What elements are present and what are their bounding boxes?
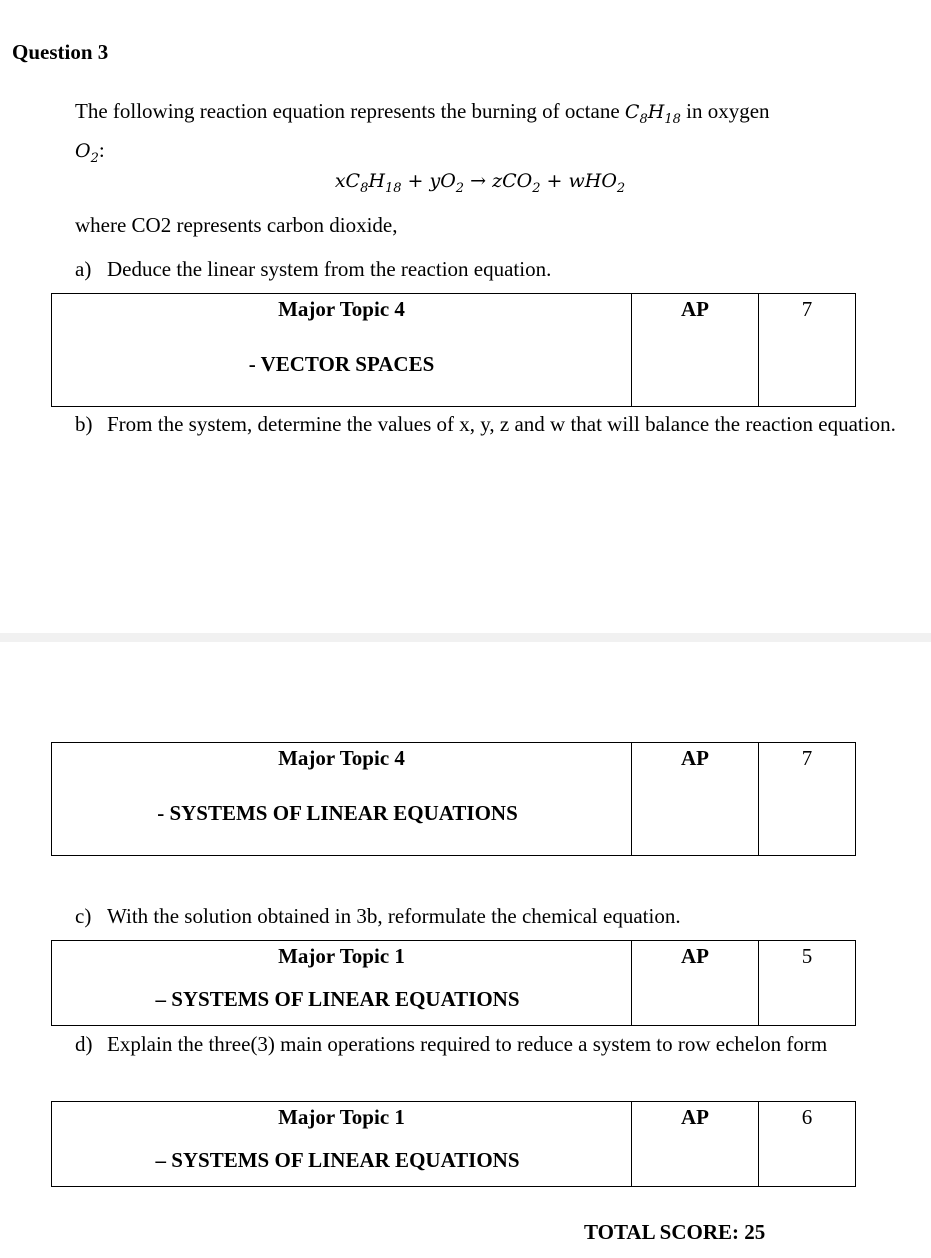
rubric-topic-cell (52, 1102, 632, 1187)
part-b (75, 410, 905, 438)
rubric-topic-cell (52, 941, 632, 1026)
part-d-text: Explain the three(3) main operations required to reduce a system to row echelon form (107, 1032, 828, 1056)
rubric-topic: Major Topic 1 (278, 944, 405, 968)
part-b-label: b) (75, 412, 93, 436)
rubric-table-2 (51, 742, 856, 856)
intro-text-before: The following reaction equation represents the burning of octane (75, 99, 620, 123)
rubric-level: AP (632, 1102, 759, 1187)
part-c-label: c) (75, 904, 92, 928)
question-title: Question 3 (12, 40, 109, 64)
rubric-topic: Major Topic 1 (278, 1105, 405, 1129)
rubric-table-4 (51, 1101, 856, 1187)
rubric-score: 7 (759, 294, 856, 407)
part-c-text: With the solution obtained in 3b, reformulate the chemical equation. (107, 904, 681, 928)
oxygen-formula: $O_2$ (75, 139, 99, 166)
rubric-score: 7 (759, 743, 856, 856)
question-intro: The following reaction equation represents the burning of octane $C_8H_{18}$ in oxygen $O_2$: (75, 99, 770, 166)
page-divider (0, 633, 931, 642)
rubric-table-3 (51, 940, 856, 1026)
rubric-topic: Major Topic 4 (278, 297, 405, 321)
reaction-equation: $xC_8H_{18} + yO_2 \to zCO_2 + wHO_2$ (334, 170, 626, 196)
rubric-subtopic: - VECTOR SPACES (248, 352, 435, 376)
rubric-topic: Major Topic 4 (278, 746, 405, 770)
rubric-score: 5 (759, 941, 856, 1026)
intro-text-middle: in oxygen (686, 99, 770, 123)
part-d (75, 1030, 925, 1058)
part-a (75, 255, 905, 283)
rubric-topic-cell (52, 743, 632, 856)
part-b-text: From the system, determine the values of x, y, z and w that will balance the reaction equation. (107, 412, 896, 436)
where-text: where CO2 represents carbon dioxide, (75, 213, 398, 237)
rubric-score: 6 (759, 1102, 856, 1187)
rubric-level: AP (632, 743, 759, 856)
rubric-subtopic: – SYSTEMS OF LINEAR EQUATIONS (155, 1148, 520, 1172)
rubric-subtopic: – SYSTEMS OF LINEAR EQUATIONS (155, 987, 520, 1011)
rubric-level: AP (632, 294, 759, 407)
total-score: TOTAL SCORE: 25 (584, 1220, 766, 1244)
part-c (75, 902, 905, 930)
rubric-topic-cell (52, 294, 632, 407)
rubric-subtopic: - SYSTEMS OF LINEAR EQUATIONS (157, 801, 518, 825)
part-a-text: Deduce the linear system from the reaction equation. (107, 257, 552, 281)
rubric-level: AP (632, 941, 759, 1026)
octane-formula: $C_8H_{18}$ (624, 101, 681, 127)
rubric-table-1 (51, 293, 856, 407)
part-a-label: a) (75, 257, 92, 281)
part-d-label: d) (75, 1032, 93, 1056)
